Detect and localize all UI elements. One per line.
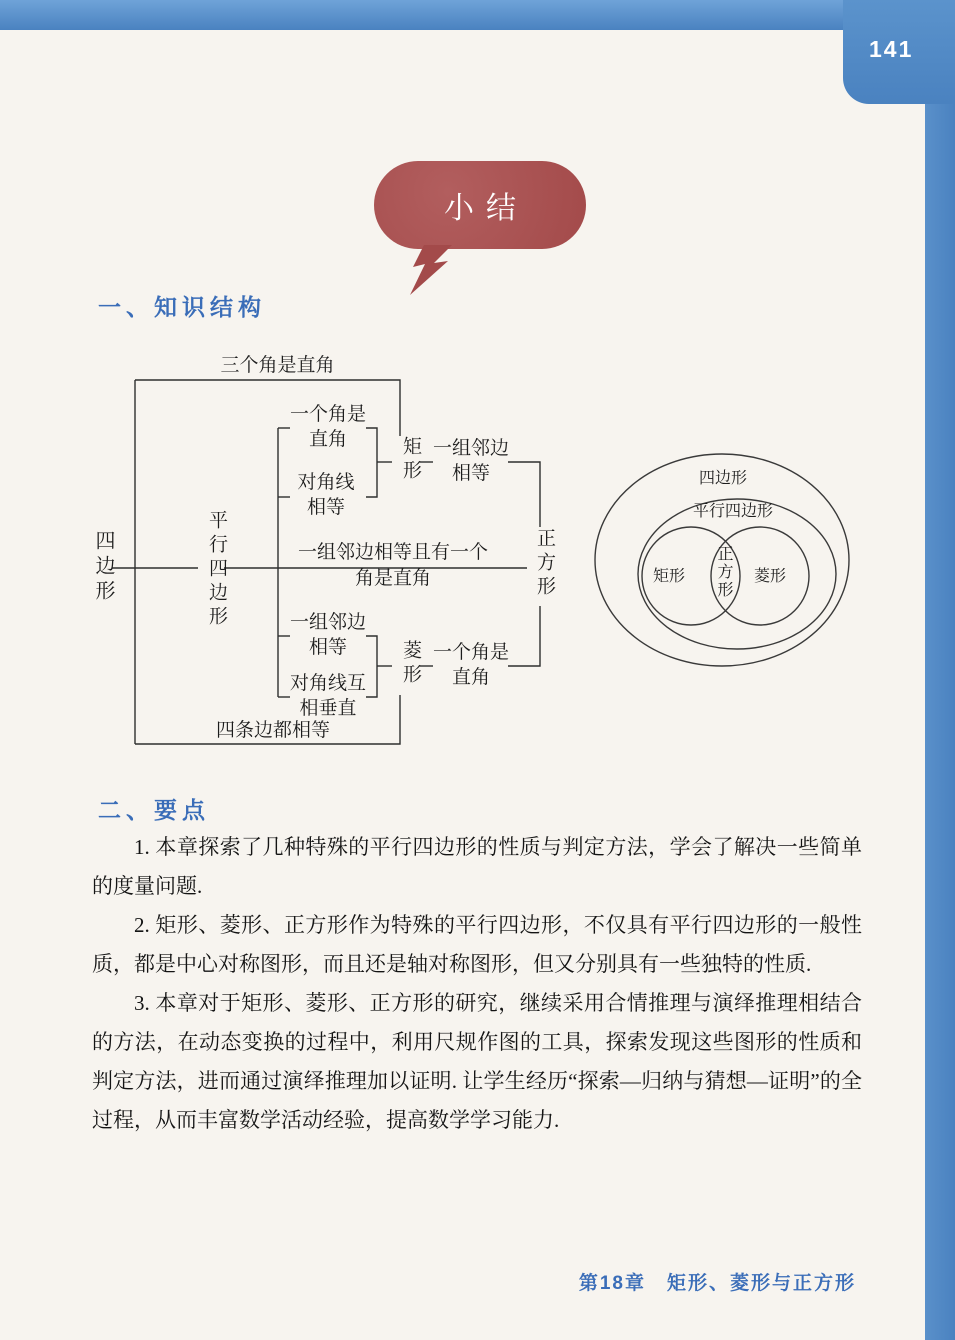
top-border-bar [0, 0, 955, 30]
flowchart-condition-four-sides-equal: 四条边都相等 [215, 720, 330, 741]
right-border-bar [925, 0, 955, 1340]
summary-bubble-title: 小结 [444, 192, 528, 225]
flowchart-condition-adjacent-sides-equal-lower: 一组邻边 相等 [290, 612, 367, 658]
keypoint-2: 2. 矩形、菱形、正方形作为特殊的平行四边形，不仅具有平行四边形的一般性质，都是中心对称图形，而且还是轴对称图形，但又分别具有一些独特的性质. [92, 913, 862, 976]
venn-label-rectangle: 矩形 [652, 568, 685, 585]
flowchart-condition-diagonals-perpendicular: 对角线互 相垂直 [290, 673, 367, 719]
flowchart-condition-one-right-angle-lower: 一个角是 直角 [432, 642, 509, 688]
knowledge-structure-heading: 一、知识结构 [98, 294, 266, 320]
venn-label-square: 正方形 [715, 545, 732, 599]
flowchart-condition-diagonals-equal: 对角线 相等 [297, 472, 355, 518]
keypoint-3: 3. 本章对于矩形、菱形、正方形的研究，继续采用合情推理与演绎推理相结合的方法，在动态变换的过程中，利用尺规作图的工具，探索发现这些图形的性质和判定方法，进而通过演绎推理加以证明. 让学生经历“探索—归纳与猜想—证明”的全过程，从而丰富数学活动经验，提高数学学习能力. [92, 991, 862, 1132]
flowchart-condition-three-right-angles: 三个角是直角 [220, 355, 335, 376]
flowchart-condition-one-right-angle-upper: 一个角是 直角 [290, 404, 367, 450]
venn-label-rhombus: 菱形 [753, 568, 786, 585]
summary-bubble-tail-icon [398, 243, 470, 299]
venn-label-quadrilateral: 四边形 [698, 470, 747, 487]
flowchart-node-square: 正方形 [534, 528, 555, 600]
keypoints-body [92, 828, 862, 1140]
keypoint-1: 1. 本章探索了几种特殊的平行四边形的性质与判定方法，学会了解决一些简单的度量问题. [92, 835, 862, 898]
flowchart-node-parallelogram: 平行四边形 [206, 510, 227, 630]
chapter-footer: 第18章 矩形、菱形与正方形 [578, 1273, 856, 1294]
keypoints-heading: 二、要点 [98, 797, 210, 823]
flowchart-node-rectangle: 矩形 [400, 436, 421, 484]
flowchart-node-rhombus: 菱形 [400, 640, 421, 688]
flowchart-condition-adjacent-sides-equal-upper: 一组邻边 相等 [432, 438, 509, 484]
venn-label-parallelogram: 平行四边形 [692, 503, 773, 520]
page-number-tab [843, 0, 955, 104]
page-number: 141 [869, 36, 914, 62]
flowchart-condition-adjacent-equal-and-right-angle: 一组邻边相等且有一个 角是直角 [297, 542, 488, 589]
summary-bubble [374, 161, 586, 249]
flowchart-node-quadrilateral: 四边形 [92, 530, 114, 605]
